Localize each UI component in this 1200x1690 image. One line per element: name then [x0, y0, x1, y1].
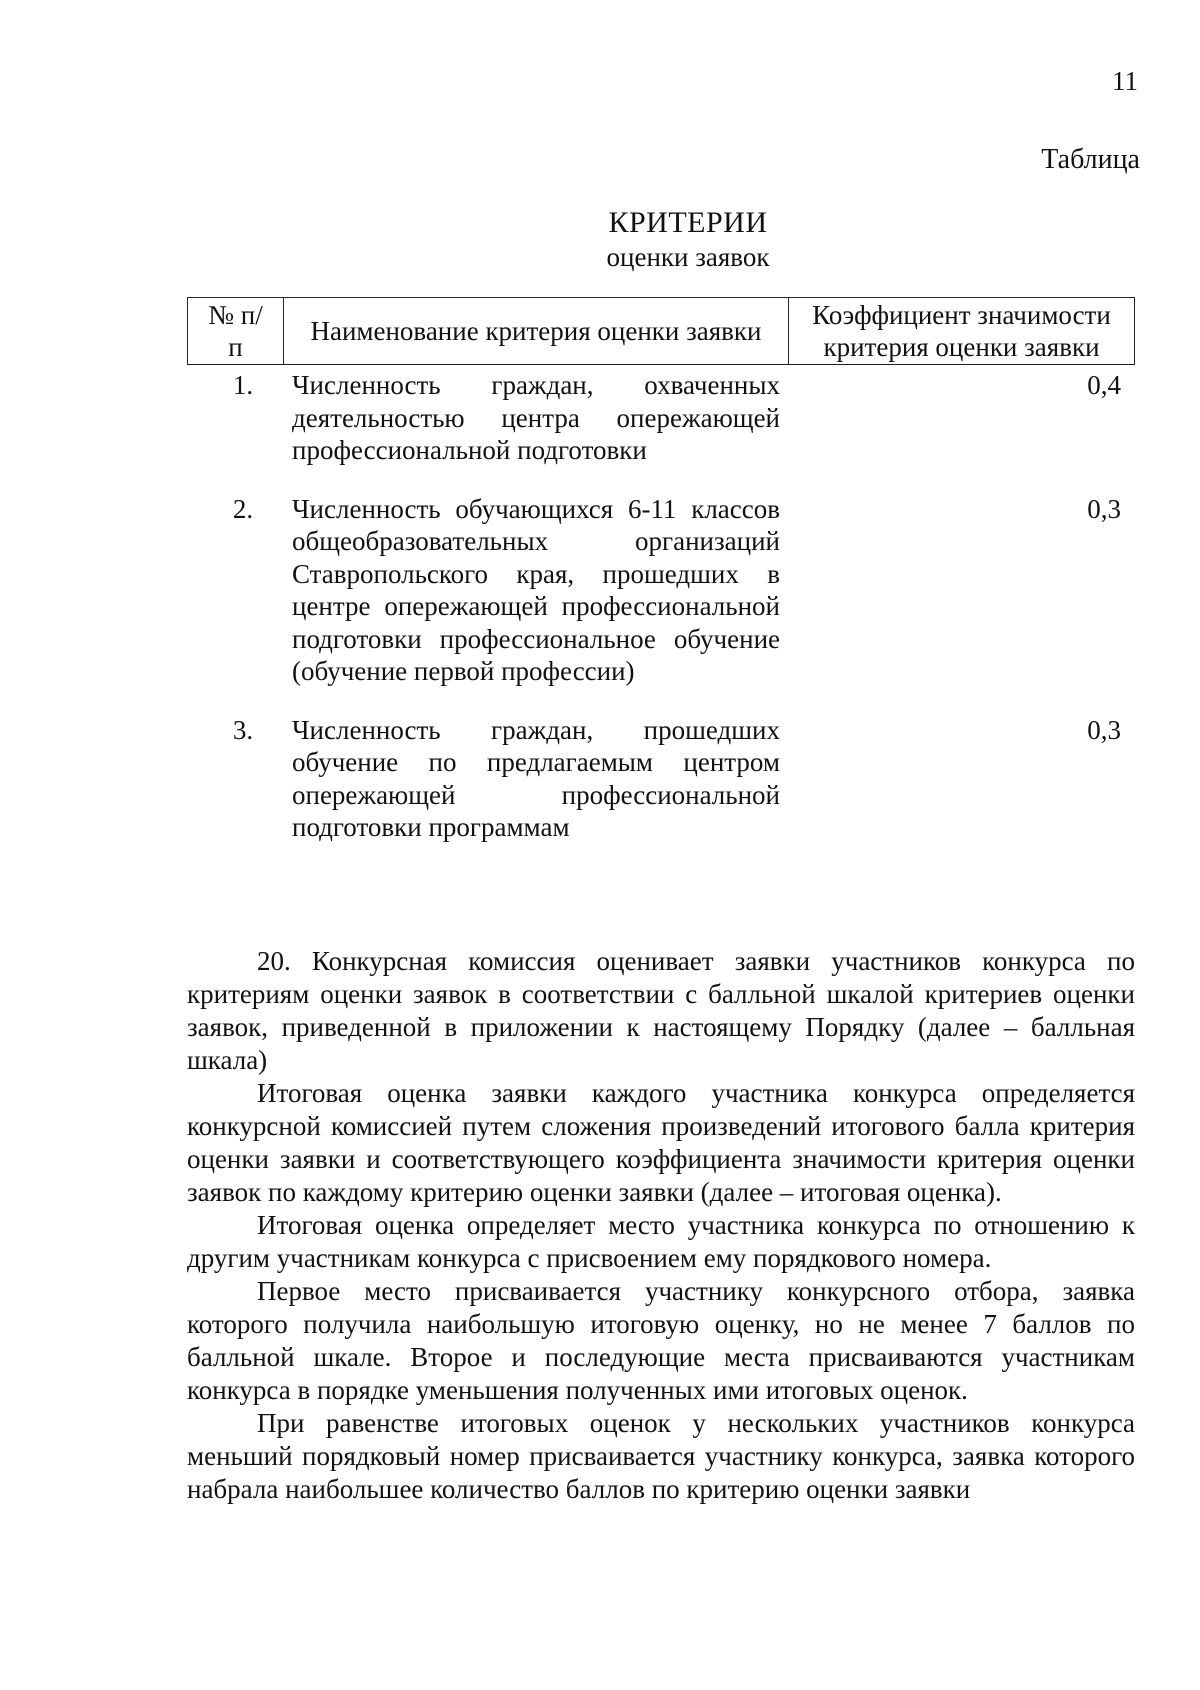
title-block [478, 206, 898, 274]
paragraph: 20. Конкурсная комиссия оценивает заявки участников конкурса по критериям оценки заявок в соответствии с балльной шкалой критериев оценки заявок, приведенной в приложении к настоящему Порядку (далее – балльная шкала) [187, 946, 1135, 1075]
row-criterion-name: Численность граждан, прошедших обучение по предлагаемым центром опережающей профессиональной подготовки программам [292, 714, 780, 842]
row-criterion-name: Численность граждан, охваченных деятельностью центра опережающей профессиональной подготовки [292, 370, 780, 465]
body-text [187, 945, 1135, 1506]
paragraph: Итоговая оценка заявки каждого участника конкурса определяется конкурсной комиссией путем сложения произведений итогового балла критерия оценки заявки и соответствующего коэффициента значимости критерия оценки заявок по каждому критерию оценки заявки (далее – итоговая оценка). [187, 1078, 1135, 1207]
row-number: 1. [232, 370, 254, 400]
table-label: Таблица [1041, 144, 1140, 175]
table-row [187, 369, 1135, 467]
table-row [187, 493, 1135, 688]
paragraph: Первое место присваивается участнику конкурсного отбора, заявка которого получила наибольшую итоговую оценку, но не менее 7 баллов по балльной шкале. Второе и последующие места присваиваются участникам конкурса в порядке уменьшения полученных ими итоговых оценок. [187, 1276, 1135, 1405]
header-coefficient: Коэффициент значимости критерия оценки заявки [812, 300, 1111, 362]
criteria-table [187, 297, 1135, 844]
paragraph: Итоговая оценка определяет место участника конкурса по отношению к другим участникам конкурса с присвоением ему порядкового номера. [187, 1210, 1135, 1273]
header-number: № п/п [188, 298, 284, 364]
row-number: 2. [232, 493, 254, 524]
row-coefficient: 0,3 [1087, 493, 1121, 524]
page-number: 11 [1112, 66, 1138, 96]
paragraph: При равенстве итоговых оценок у нескольких участников конкурса меньший порядковый номер присваивается участнику конкурса, заявка которого набрала наибольшее количество баллов по критерию оценки заявки [187, 1408, 1135, 1504]
row-criterion-name: Численность обучающихся 6-11 классов общеобразовательных организаций Ставропольского края, прошедших в центре опережающей профессиональной подготовки профессиональное обучение (обучение первой профессии) [292, 493, 780, 686]
row-coefficient: 0,4 [1087, 370, 1121, 400]
document-title: КРИТЕРИИ [608, 206, 768, 239]
row-coefficient: 0,3 [1087, 714, 1121, 745]
header-name: Наименование критерия оценки заявки [284, 298, 789, 364]
document-subtitle: оценки заявок [606, 242, 770, 272]
table-row [187, 714, 1135, 844]
table-header [187, 297, 1135, 365]
row-number: 3. [232, 714, 254, 745]
